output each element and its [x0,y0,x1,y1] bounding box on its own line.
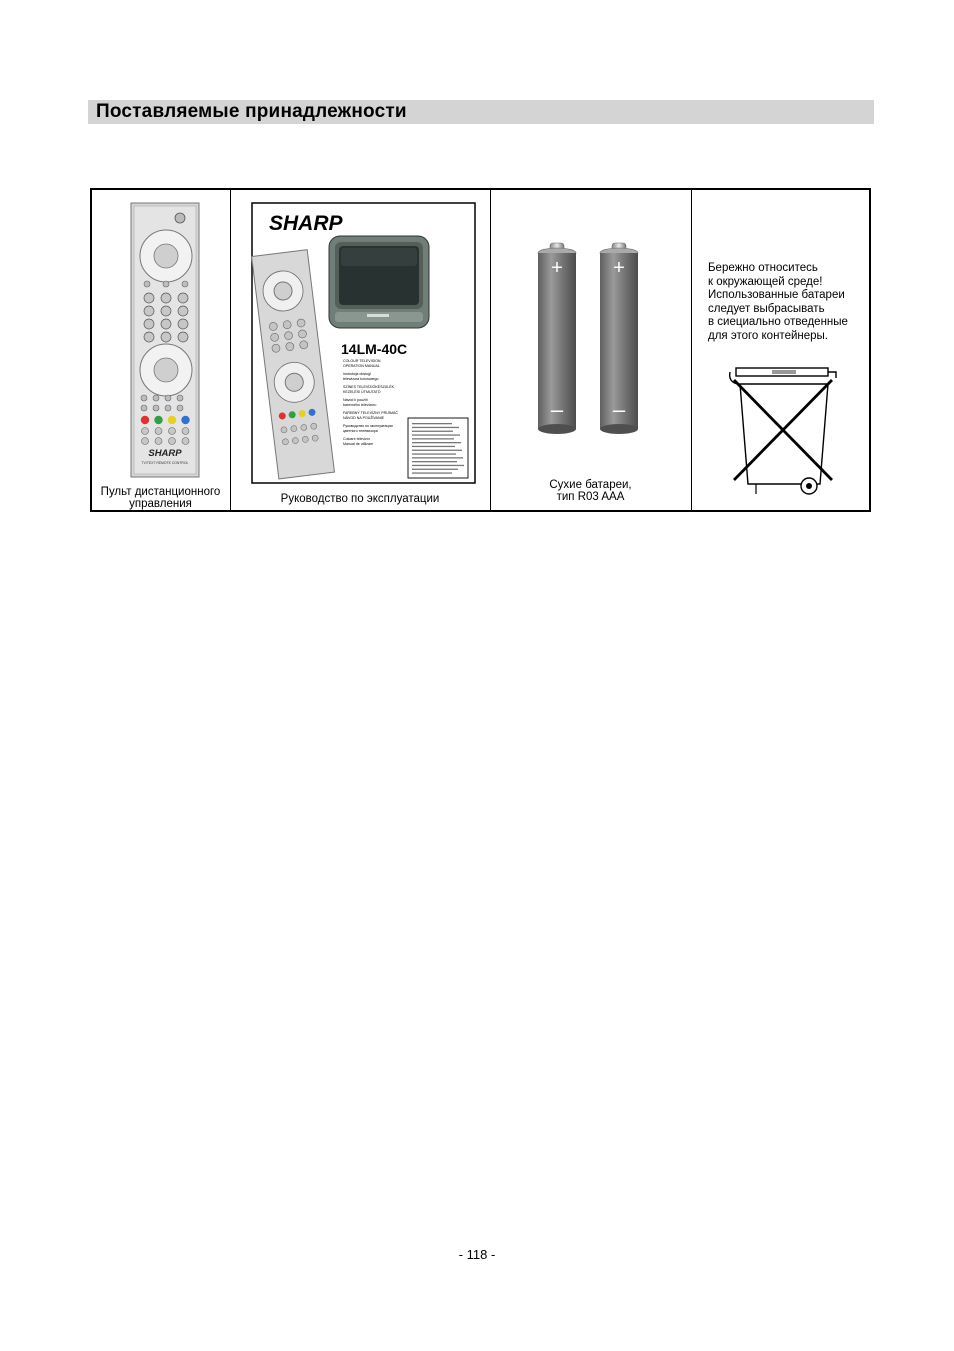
remote-button [161,306,171,316]
remote-color-button [154,416,162,424]
manual-note-line [412,457,463,458]
remote-caption-line: Пульт дистанционного [100,486,221,498]
manual-note-line [412,438,454,439]
remote-button [169,428,176,435]
manual-image [251,202,476,484]
manual-language-line: Instrukcja obsługi [343,372,371,376]
remote-button [161,293,171,303]
svg-text:–: – [550,397,564,422]
manual-note-line [412,442,461,443]
svg-text:+: + [613,257,625,279]
manual-language-line: barevného televizoru [343,403,377,407]
remote-button [169,438,176,445]
remote-button [153,395,159,401]
remote-button [161,319,171,329]
svg-text:–: – [612,397,626,422]
accessories-table [90,188,871,512]
manual-language-line: OPERATION MANUAL [343,364,380,368]
remote-button [165,395,171,401]
remote-button [182,428,189,435]
remote-button [153,405,159,411]
remote-button [144,293,154,303]
section-header [88,100,874,124]
remote-button [165,405,171,411]
remote-control-cell [92,190,231,510]
manual-language-line: NÁVOD NA POUŽÍVANIE [343,416,385,420]
remote-control-image [130,202,200,478]
disposal-line: Бережно относитесь [708,262,818,274]
remote-button [144,332,154,342]
manual-note-line [412,427,459,428]
batteries-caption-line: Сухие батареи, [549,479,632,491]
remote-caption-line: управления [129,498,192,510]
manual-language-line: SZÍNES TELEVÍZIÓKÉSZÜLÉK [343,385,395,389]
disposal-cell [692,190,871,510]
remote-color-button [181,416,189,424]
manual-cell [231,190,491,510]
remote-button [177,395,183,401]
manual-note-line [412,453,456,454]
crossed-bin-icon [728,362,844,500]
remote-button [161,332,171,342]
remote-button [178,332,188,342]
manual-note-line [412,450,462,451]
disposal-text [708,262,848,343]
manual-note-line [412,465,464,466]
manual-note-line [412,434,460,435]
manual-note-line [412,461,457,462]
manual-language-line: KEZELÉSI ÚTMUTATÓ [343,390,381,394]
manual-language-line: цветного телевизора [343,429,378,433]
remote-subtitle: TV/TEXT REMOTE CONTROL [141,461,189,465]
manual-note-line [412,423,452,424]
disposal-line: следует выбрасывать [708,302,825,315]
battery-icon [600,243,638,434]
remote-button [178,293,188,303]
batteries-cell [491,190,692,510]
remote-brand: SHARP [148,448,182,459]
remote-button [144,319,154,329]
remote-button [178,306,188,316]
manual-note-line [412,472,452,473]
remote-button [178,319,188,329]
remote-button [177,405,183,411]
manual-language-line: Manual de utilizare [343,442,374,446]
remote-button [142,438,149,445]
disposal-line: для этого контейнеры. [708,329,828,342]
manual-language-line: FAREBNÝ TELEVÍZNY PRIJÍMAČ [343,411,398,415]
batteries-caption [491,479,690,503]
remote-button [155,438,162,445]
manual-note-line [412,431,453,432]
remote-button [142,428,149,435]
disposal-line: к окружающей среде! [708,275,823,288]
manual-language-line: telewizora kolorowego [343,377,379,381]
remote-color-button [141,416,149,424]
remote-color-button [168,416,176,424]
batteries-caption-line: тип R03 AAA [556,491,625,503]
remote-button [141,395,147,401]
manual-model: 14LM-40C [341,341,408,357]
remote-button [155,428,162,435]
manual-language-line: Culoare televizor [343,437,370,441]
remote-button [144,306,154,316]
batteries-image [535,241,647,435]
disposal-line: Использованные батареи [708,289,845,301]
manual-note-line [412,469,458,470]
remote-button [182,438,189,445]
manual-language-line: Návod k použití [343,398,368,402]
page-number: - 118 - [458,1247,496,1262]
battery-icon [538,243,576,434]
manual-language-line: Руководство по эксплуатации [343,424,393,428]
disposal-line: в сиециально отведенные [708,316,848,328]
section-title: Поставляемые принадлежности [96,101,407,122]
manual-brand: SHARP [269,212,343,235]
remote-caption [92,486,229,510]
manual-caption: Руководство по эксплуатации [280,493,440,505]
manual-language-line: COLOUR TELEVISION [343,359,381,363]
remote-button [141,405,147,411]
manual-note-line [412,446,455,447]
svg-text:+: + [551,257,563,279]
